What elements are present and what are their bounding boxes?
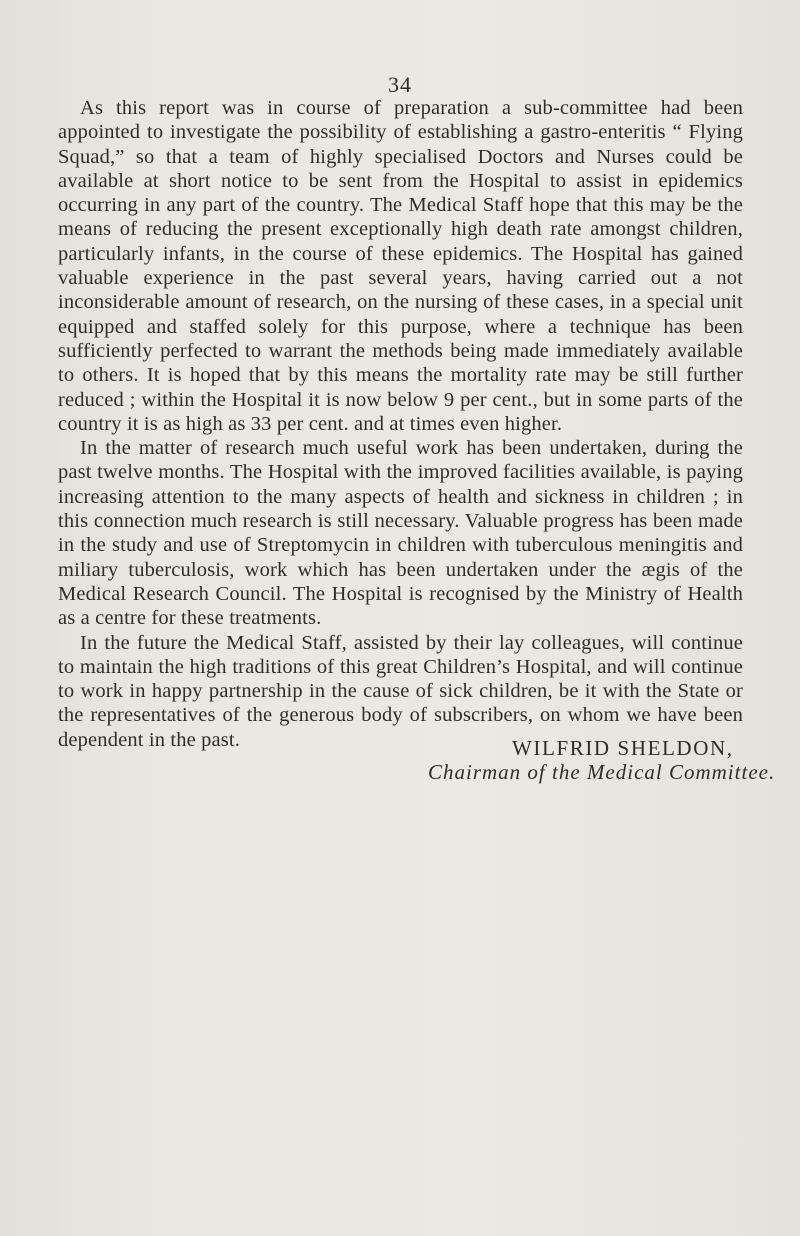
signature-title: Chairman of the Medical Committee.: [428, 760, 776, 784]
signature-name: WILFRID SHELDON,: [512, 736, 734, 760]
report-body: [58, 96, 743, 752]
paragraph-flying-squad: As this report was in course of preparation a sub-committee had been appointed to investigate the possibility of establishing a gastro-enteritis “ Flying Squad,” so that a team of highly specialised Doctors and Nurses could be available at short notice to be sent from the Hospital to assist in epidemics occurring in any part of the country. The Medical Staff hope that this may be the means of reducing the present exceptionally high death rate amongst children, particularly infants, in the course of these epidemics. The Hospital has gained valuable experience in the past several years, having carried out a not inconsiderable amount of research, on the nursing of these cases, in a special unit equipped and staffed solely for this purpose, where a technique has been sufficiently perfected to warrant the methods being made immediately available to others. It is hoped that by this means the mortality rate may be still further reduced ; within the Hospital it is now below 9 per cent., but in some parts of the country it is as high as 33 per cent. and at times even higher.: [58, 97, 743, 435]
paragraph-research: In the matter of research much useful work has been undertaken, during the past twelve months. The Hospital with the improved facilities available, is paying increasing attention to the many aspects of health and sickness in children ; in this connection much research is still necessary. Valuable progress has been made in the study and use of Streptomycin in children with tuberculous meningitis and miliary tuberculosis, work which has been undertaken under the ægis of the Medical Research Council. The Hospital is recognised by the Ministry of Health as a centre for these treatments.: [58, 437, 743, 630]
page-number: 34: [388, 72, 412, 97]
paragraph-future: In the future the Medical Staff, assisted by their lay colleagues, will continue to maintain the high traditions of this great Children’s Hospital, and will continue to work in happy partnership in the cause of sick children, be it with the State or the representatives of the generous body of subscribers, on whom we have been dependent in the past.: [58, 631, 743, 751]
